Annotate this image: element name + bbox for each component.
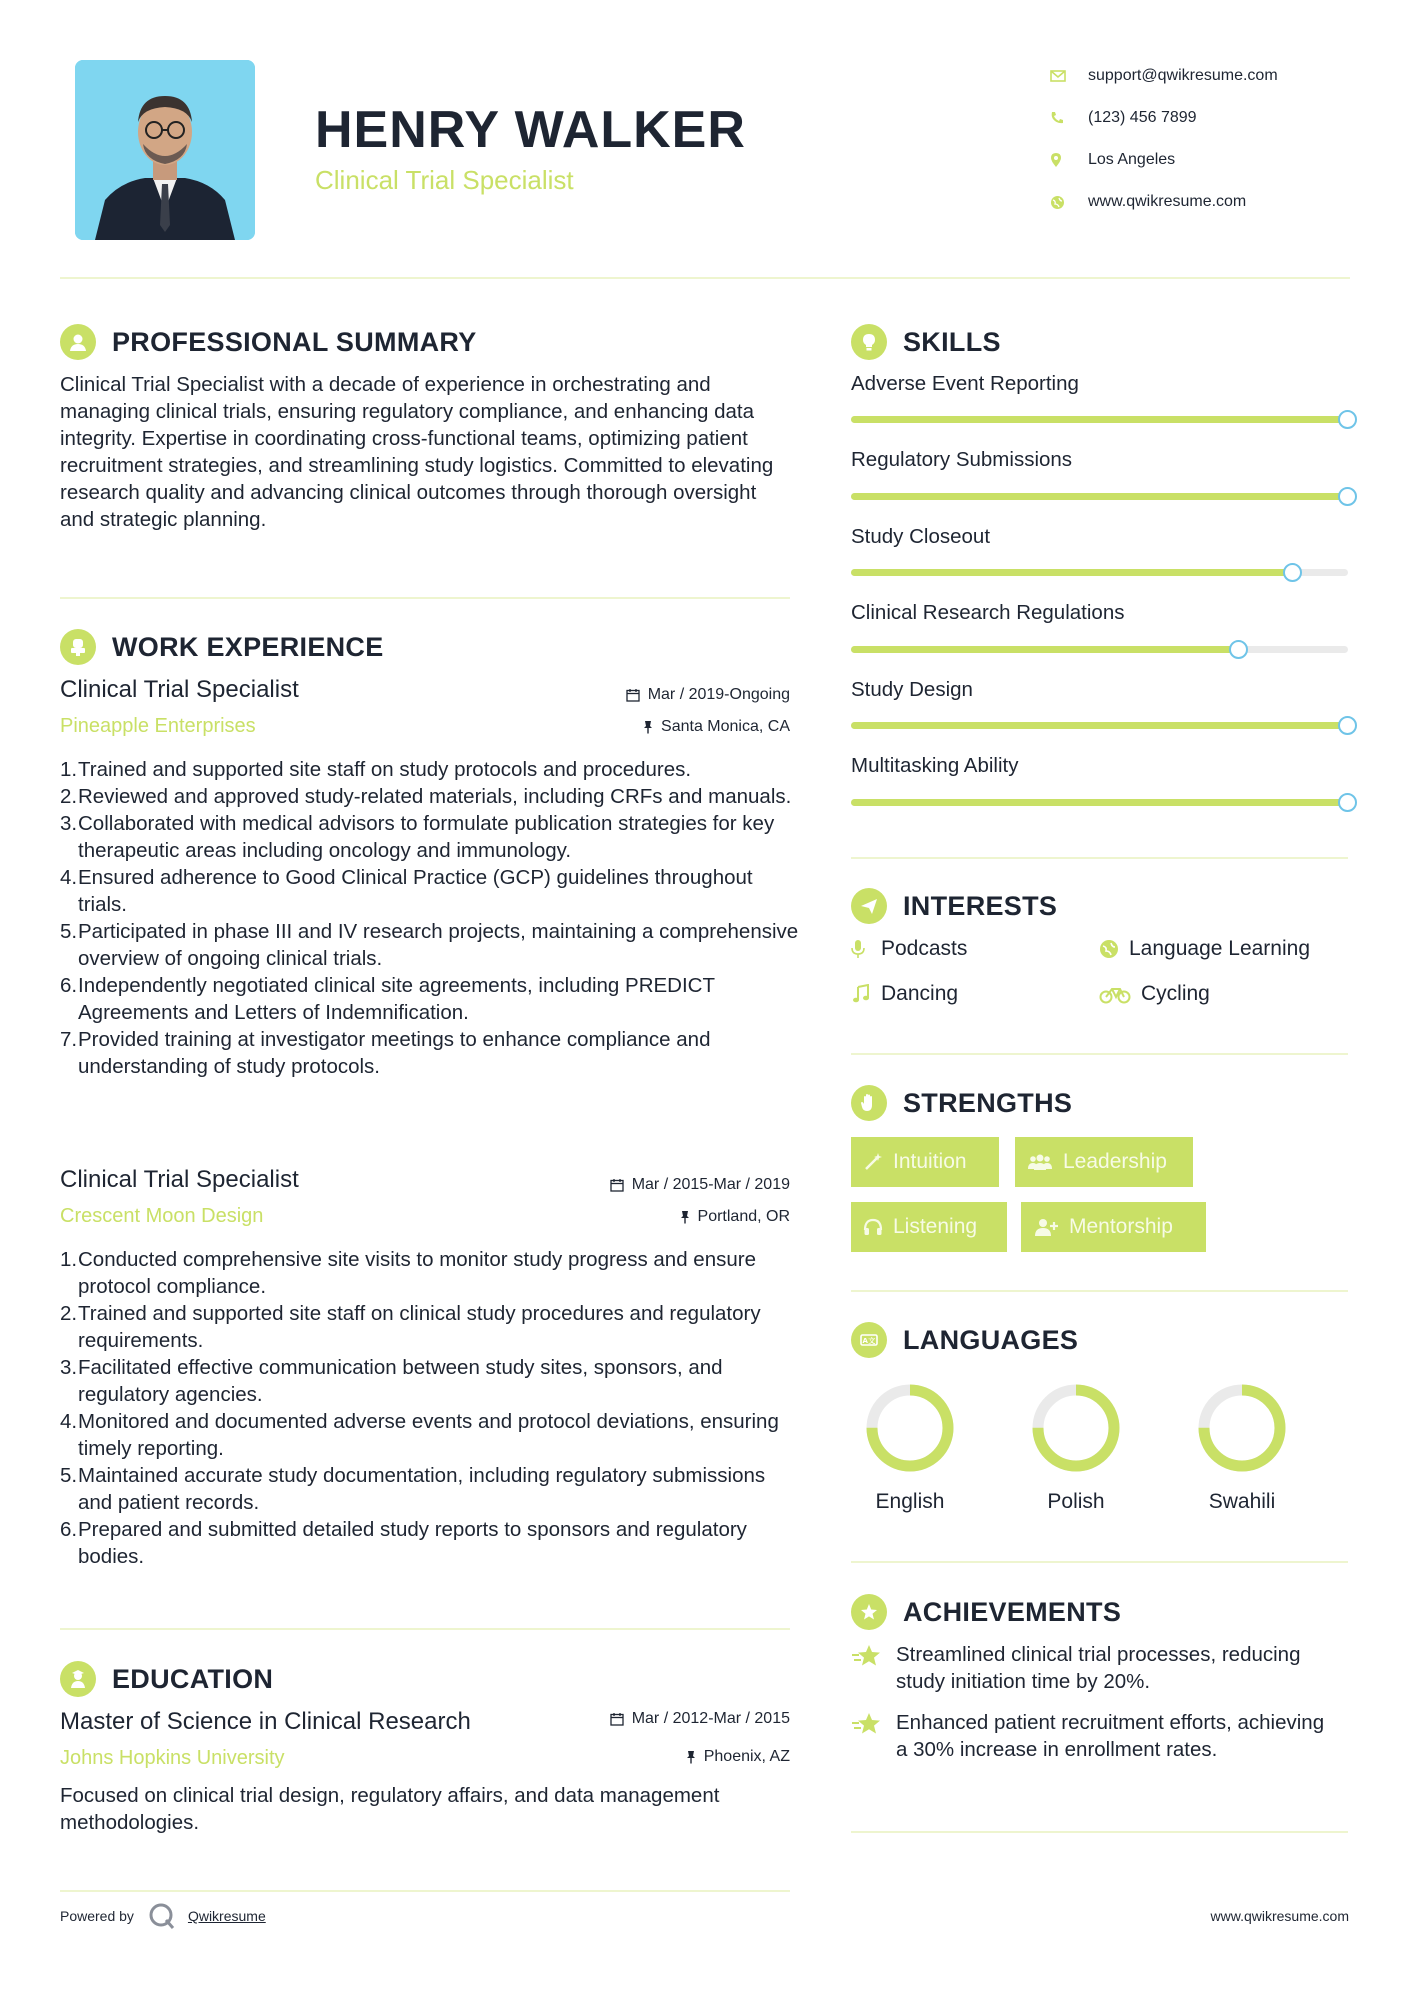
skill-2-name: Regulatory Submissions	[851, 448, 1073, 471]
job-1-location	[643, 718, 790, 736]
job-1-date-text: Mar / 2019-Ongoing	[647, 686, 790, 703]
profile-photo	[75, 60, 255, 240]
language-swahili	[1182, 1378, 1302, 1514]
strength-leadership	[1015, 1137, 1193, 1187]
footer-divider	[60, 1890, 790, 1892]
education-location	[686, 1748, 790, 1766]
job-1-duties	[60, 756, 800, 1080]
paper-plane-icon	[851, 888, 887, 924]
job-2-title: Clinical Trial Specialist	[60, 1166, 299, 1193]
achievement-item	[851, 1709, 1341, 1763]
skill-3-bar	[851, 569, 1348, 576]
lightbulb-icon	[851, 324, 887, 360]
strength-label: Intuition	[893, 1150, 967, 1173]
duty-item: Independently negotiated clinical site agreements, including PREDICT Agreements and Letters of Indemnification.	[78, 974, 715, 1024]
candidate-title: Clinical Trial Specialist	[315, 165, 574, 195]
job-1-location-text: Santa Monica, CA	[661, 718, 790, 735]
strength-label: Mentorship	[1069, 1215, 1173, 1238]
skill-2-fill	[851, 493, 1348, 500]
magic-wand-icon	[863, 1152, 883, 1172]
skills-heading	[851, 324, 1001, 360]
svg-text:A文: A文	[862, 1337, 876, 1345]
header-divider	[60, 277, 1350, 279]
interest-label: Language Learning	[1129, 937, 1311, 960]
strength-listening	[851, 1202, 1007, 1252]
duty-item: Trained and supported site staff on clinical study procedures and regulatory requirements.	[78, 1302, 761, 1352]
globe-icon	[1099, 939, 1129, 959]
strength-mentorship	[1021, 1202, 1206, 1252]
education-degree: Master of Science in Clinical Research	[60, 1708, 471, 1735]
calendar-icon	[626, 688, 640, 702]
interest-podcasts	[851, 937, 967, 961]
contact-location	[1050, 139, 1350, 181]
qwikresume-link[interactable]: Qwikresume	[187, 1908, 266, 1924]
experience-divider	[60, 1628, 790, 1630]
job-1-company: Pineapple Enterprises	[60, 715, 256, 737]
duty-item: Participated in phase III and IV research projects, maintaining a comprehensive overview of ongoing clinical trials.	[78, 920, 799, 970]
strength-label: Leadership	[1063, 1150, 1167, 1173]
job-1-title: Clinical Trial Specialist	[60, 676, 299, 703]
language-icon	[851, 1322, 887, 1358]
job-2-date	[610, 1176, 790, 1194]
user-plus-icon	[1033, 1217, 1059, 1237]
education-heading-text: EDUCATION	[112, 1663, 274, 1694]
education-date	[610, 1710, 790, 1728]
education-school: Johns Hopkins University	[60, 1747, 285, 1769]
phone-icon	[1050, 111, 1088, 125]
achievements-divider	[851, 1831, 1348, 1833]
language-name: Swahili	[1208, 1490, 1276, 1513]
powered-by-text: Powered by	[60, 1908, 134, 1924]
contact-phone[interactable]	[1050, 97, 1350, 139]
education-location-text: Phoenix, AZ	[703, 1748, 790, 1765]
contact-email-text: support@qwikresume.com	[1088, 67, 1278, 84]
skill-3-name: Study Closeout	[851, 525, 991, 548]
thumbtack-icon	[680, 1210, 690, 1224]
map-pin-icon	[1050, 152, 1088, 168]
duty-item: Maintained accurate study documentation, including regulatory submissions and patient records.	[78, 1464, 766, 1514]
envelope-icon	[1050, 70, 1088, 82]
duty-item: Conducted comprehensive site visits to monitor study progress and ensure protocol compliance.	[78, 1248, 756, 1298]
strengths-heading	[851, 1085, 1072, 1121]
duty-item: Provided training at investigator meetings to enhance compliance and understanding of study protocols.	[78, 1028, 711, 1078]
footer-website[interactable]: www.qwikresume.com	[1210, 1908, 1349, 1924]
star-icon	[851, 1709, 896, 1763]
skill-6-knob	[1338, 793, 1357, 812]
summary-heading-text: PROFESSIONAL SUMMARY	[112, 326, 477, 357]
education-date-text: Mar / 2012-Mar / 2015	[631, 1710, 790, 1727]
hand-icon	[851, 1085, 887, 1121]
headphones-icon	[863, 1217, 883, 1237]
skill-1-fill	[851, 416, 1348, 423]
skill-4-bar	[851, 646, 1348, 653]
language-name: English	[875, 1490, 945, 1513]
interest-label: Dancing	[881, 982, 959, 1005]
education-description: Focused on clinical trial design, regulatory affairs, and data management methodologies.	[60, 1784, 720, 1834]
strength-label: Listening	[893, 1215, 978, 1238]
briefcase-icon	[60, 629, 96, 665]
summary-text: Clinical Trial Specialist with a decade of experience in orchestrating and managing clinical trials, ensuring regulatory compliance, and enhancing data integrity. Expertise in coordinating cross-functional teams, optimizing patient recruitment strategies, and streamlining study logistics. Committed to elevating research quality and advancing clinical outcomes through thorough oversight and strategic planning.	[60, 373, 774, 531]
summary-divider	[60, 597, 790, 599]
users-icon	[1027, 1152, 1053, 1172]
skill-5-bar	[851, 722, 1348, 729]
duty-item: Trained and supported site staff on study protocols and procedures.	[78, 758, 692, 781]
bicycle-icon	[1099, 984, 1141, 1004]
interest-language-learning	[1099, 937, 1310, 961]
skill-1-name: Adverse Event Reporting	[851, 372, 1079, 395]
job-2-duties	[60, 1246, 800, 1570]
experience-heading	[60, 629, 384, 665]
achievements-heading-text: ACHIEVEMENTS	[903, 1596, 1122, 1627]
languages-divider	[851, 1561, 1348, 1563]
skill-4-fill	[851, 646, 1239, 653]
strengths-heading-text: STRENGTHS	[903, 1087, 1073, 1118]
interests-heading-text: INTERESTS	[903, 890, 1058, 921]
contact-location-text: Los Angeles	[1088, 151, 1176, 168]
calendar-icon	[610, 1178, 624, 1192]
languages-heading-text: LANGUAGES	[903, 1324, 1079, 1355]
achievements-heading	[851, 1594, 1121, 1630]
contact-email[interactable]	[1050, 55, 1350, 97]
duty-item: Ensured adherence to Good Clinical Practice (GCP) guidelines throughout trials.	[78, 866, 753, 916]
interest-dancing	[851, 982, 958, 1006]
microphone-icon	[851, 939, 881, 959]
thumbtack-icon	[686, 1750, 696, 1764]
skill-4-knob	[1229, 640, 1248, 659]
skill-6-name: Multitasking Ability	[851, 754, 1019, 777]
graduate-icon	[60, 1661, 96, 1697]
achievement-text: Streamlined clinical trial processes, reducing study initiation time by 20%.	[896, 1643, 1301, 1693]
skill-1-knob	[1338, 410, 1357, 429]
skill-4-name: Clinical Research Regulations	[851, 601, 1125, 624]
job-2-location	[680, 1208, 790, 1226]
skill-1-bar	[851, 416, 1348, 423]
job-2-location-text: Portland, OR	[697, 1208, 790, 1225]
job-2-date-text: Mar / 2015-Mar / 2019	[631, 1176, 790, 1193]
skills-heading-text: SKILLS	[903, 326, 1001, 357]
education-heading	[60, 1661, 273, 1697]
powered-by	[60, 1902, 266, 1930]
skill-3-knob	[1283, 563, 1302, 582]
languages-heading	[851, 1322, 1078, 1358]
skill-2-bar	[851, 493, 1348, 500]
interest-label: Podcasts	[881, 937, 968, 960]
music-note-icon	[851, 984, 881, 1004]
job-1-date	[626, 686, 790, 704]
contact-website[interactable]	[1050, 181, 1350, 223]
trophy-star-icon	[851, 1594, 887, 1630]
skill-6-fill	[851, 799, 1348, 806]
contact-website-text: www.qwikresume.com	[1088, 193, 1247, 210]
calendar-icon	[610, 1712, 624, 1726]
achievement-item	[851, 1641, 1341, 1695]
job-2-company: Crescent Moon Design	[60, 1205, 264, 1227]
interests-heading	[851, 888, 1057, 924]
qwikresume-logo-icon	[148, 1902, 176, 1930]
duty-item: Facilitated effective communication between study sites, sponsors, and regulatory agencies.	[78, 1356, 723, 1406]
interests-divider	[851, 1053, 1348, 1055]
skill-2-knob	[1338, 487, 1357, 506]
star-icon	[851, 1641, 896, 1695]
thumbtack-icon	[643, 720, 653, 734]
language-1-gauge	[860, 1378, 960, 1478]
interest-cycling	[1099, 982, 1210, 1006]
skill-3-fill	[851, 569, 1293, 576]
duty-item: Prepared and submitted detailed study reports to sponsors and regulatory bodies.	[78, 1518, 747, 1568]
skill-6-bar	[851, 799, 1348, 806]
duty-item: Reviewed and approved study-related materials, including CRFs and manuals.	[78, 785, 792, 808]
interest-label: Cycling	[1141, 982, 1210, 1005]
contact-list	[1050, 55, 1350, 223]
language-3-gauge	[1192, 1378, 1292, 1478]
globe-icon	[1050, 195, 1088, 210]
language-polish	[1016, 1378, 1136, 1514]
skill-5-name: Study Design	[851, 678, 973, 701]
duty-item: Collaborated with medical advisors to formulate publication strategies for key therapeutic areas including oncology and immunology.	[78, 812, 775, 862]
contact-phone-text: (123) 456 7899	[1088, 109, 1197, 126]
duty-item: Monitored and documented adverse events and protocol deviations, ensuring timely reporting.	[78, 1410, 779, 1460]
language-english	[850, 1378, 970, 1514]
achievement-text: Enhanced patient recruitment efforts, achieving a 30% increase in enrollment rates.	[896, 1711, 1325, 1761]
language-name: Polish	[1047, 1490, 1105, 1513]
strengths-divider	[851, 1290, 1348, 1292]
skill-5-knob	[1338, 716, 1357, 735]
user-icon	[60, 324, 96, 360]
experience-heading-text: WORK EXPERIENCE	[112, 631, 384, 662]
strength-intuition	[851, 1137, 999, 1187]
summary-heading	[60, 324, 477, 360]
skills-divider	[851, 857, 1348, 859]
candidate-name: HENRY WALKER	[315, 101, 746, 159]
language-2-gauge	[1026, 1378, 1126, 1478]
skill-5-fill	[851, 722, 1348, 729]
